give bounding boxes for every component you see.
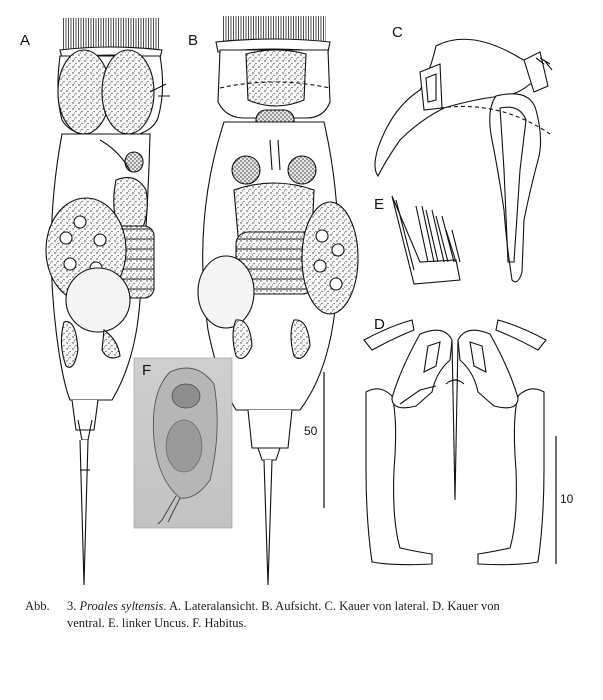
figure-caption — [25, 598, 585, 632]
panel-c-trophi-lateral — [375, 39, 552, 282]
caption-prefix: Abb. — [25, 599, 50, 613]
panel-f-habitus-photo — [134, 358, 232, 528]
panel-label-c: C — [392, 24, 403, 41]
caption-line-1 — [25, 598, 585, 615]
panel-label-e: E — [374, 196, 385, 213]
caption-number: 3. — [67, 599, 77, 613]
caption-line-2 — [25, 615, 585, 632]
panel-label-f: F — [142, 362, 152, 379]
scale-label-body: 50 — [304, 424, 318, 438]
panel-label-b: B — [188, 32, 199, 49]
panel-d-trophi-ventral — [364, 320, 546, 565]
caption-line1-text: . A. Lateralansicht. B. Aufsicht. C. Kauer von lateral. D. Kauer von — [163, 599, 500, 613]
scale-label-trophi: 10 — [560, 492, 574, 506]
panel-label-d: D — [374, 316, 385, 333]
panel-label-a: A — [20, 32, 31, 49]
caption-species: Proales syltensis — [79, 599, 164, 613]
caption-line2-text: ventral. E. linker Uncus. F. Habitus. — [67, 616, 247, 630]
panel-e-left-uncus — [392, 196, 460, 284]
